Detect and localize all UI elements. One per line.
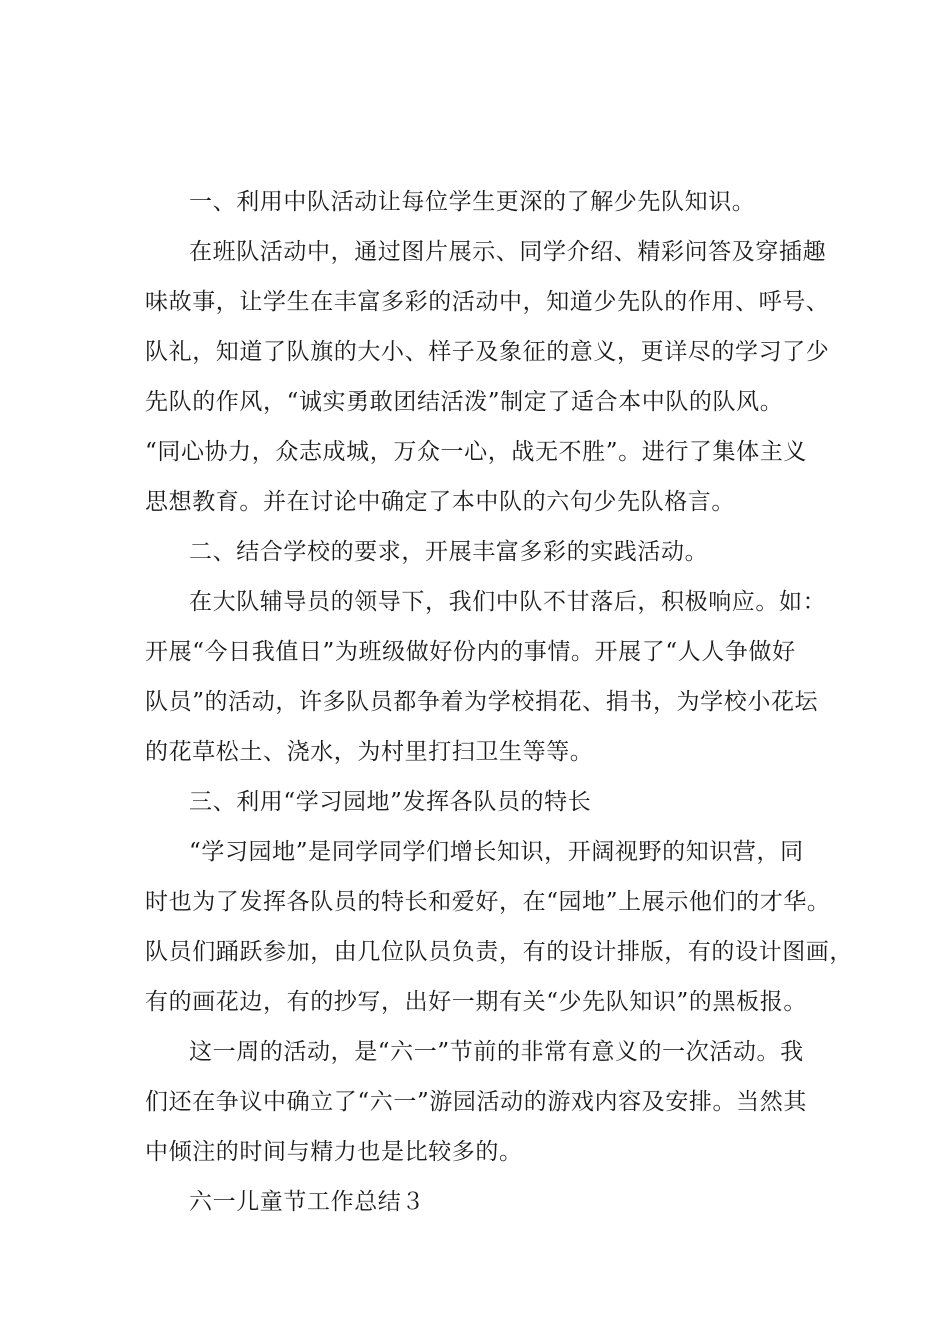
paragraph-line: 队员们踊跃参加，由几位队员负责，有的设计排版，有的设计图画， <box>145 939 853 965</box>
paragraph-line: 队员”的活动，许多队员都争着为学校捐花、捐书，为学校小花坛 <box>145 689 819 715</box>
paragraph-line: “学习园地”是同学同学们增长知识，开阔视野的知识营，同 <box>189 839 804 865</box>
paragraph-line: “同心协力，众志成城，万众一心，战无不胜”。进行了集体主义 <box>145 439 807 465</box>
paragraph-line: 思想教育。并在讨论中确定了本中队的六句少先队格言。 <box>145 489 735 515</box>
paragraph-line: 有的画花边，有的抄写，出好一期有关“少先队知识”的黑板报。 <box>145 989 807 1015</box>
heading-section-2: 二、结合学校的要求，开展丰富多彩的实践活动。 <box>189 539 709 565</box>
paragraph-line: 队礼，知道了队旗的大小、样子及象征的意义，更详尽的学习了少 <box>145 339 830 365</box>
paragraph-line: 这一周的活动，是“六一”节前的非常有意义的一次活动。我 <box>189 1039 804 1065</box>
paragraph-line: 在班队活动中，通过图片展示、同学介绍、精彩问答及穿插趣 <box>189 239 827 265</box>
paragraph-line: 先队的作风，“诚实勇敢团结活泼”制定了适合本中队的队风。 <box>145 389 784 415</box>
paragraph-line: 中倾注的时间与精力也是比较多的。 <box>145 1139 523 1165</box>
paragraph-line: 在大队辅导员的领导下，我们中队不甘落后，积极响应。如： <box>189 589 827 615</box>
paragraph-line: 开展“今日我值日”为班级做好份内的事情。开展了“人人争做好 <box>145 639 796 665</box>
paragraph-line: 时也为了发挥各队员的特长和爱好，在“园地”上展示他们的才华。 <box>145 889 831 915</box>
heading-section-3: 三、利用“学习园地”发挥各队员的特长 <box>189 789 592 815</box>
section-title: 六一儿童节工作总结３ <box>189 1189 425 1215</box>
paragraph-line: 味故事，让学生在丰富多彩的活动中，知道少先队的作用、呼号、 <box>145 289 830 315</box>
heading-section-1: 一、利用中队活动让每位学生更深的了解少先队知识。 <box>189 189 756 215</box>
paragraph-line: 的花草松土、浇水，为村里打扫卫生等等。 <box>145 739 594 765</box>
paragraph-line: 们还在争议中确立了“六一”游园活动的游戏内容及安排。当然其 <box>145 1089 807 1115</box>
